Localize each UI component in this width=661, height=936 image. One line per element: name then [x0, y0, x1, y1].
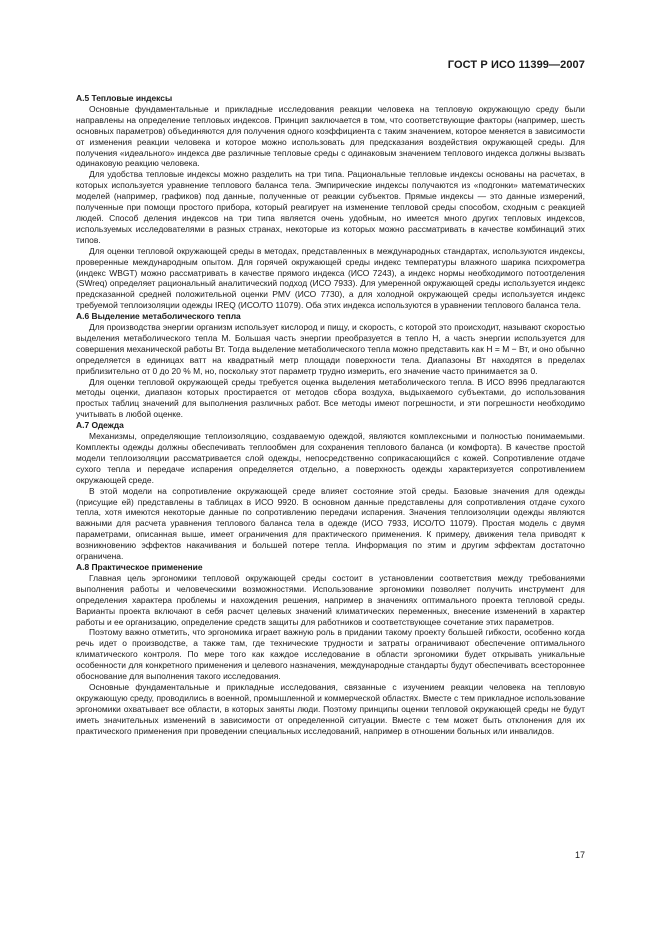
- document-body: [76, 93, 585, 736]
- section-a8-heading: A.8 Практическое применение: [76, 561, 203, 572]
- paragraph: Для удобства тепловые индексы можно разделить на три типа. Рациональные тепловые индексы основаны на расчетах, в которых используется уравнение теплового баланса тела. Эмпирические индексы получаются из «подгонки» математических моделей (например, графиков) под данные, полученные от реакции субъектов. Прямые индексы — это данные измерений, полученные при помощи простого прибора, который реагирует на изменение тепловой среды способом, сходным с реакцией людей. Способ деления индексов на три типа является очень удобным, но имеется много других тепловых индексов, используемых исследователями в разных странах, некоторые из которых можно рассматривать в качестве комбинаций этих типов.: [76, 169, 585, 245]
- paragraph: Основные фундаментальные и прикладные исследования, связанные с изучением реакции человека на тепловую окружающую среду, проводились в военной, промышленной и коммерческой областях. Вместе с тем прикладное использование эргономики охватывает все области, в которых заняты люди. Поэтому принципы оценки тепловой окружающей среды не будут иметь значительных изменений в зависимости от определенной ситуации. Вместе с тем может быть отклонения для их практического применения при проведении специальных исследований, например в отношении больных или инвалидов.: [76, 681, 585, 736]
- paragraph: Для оценки тепловой окружающей среды требуется оценка выделения метаболического тепла. В ИСО 8996 предлагаются методы оценки, диапазон которых простирается от методов сбора воздуха, выдыхаемого субъектами, до использования простых таблиц значений для выполнения различных работ. Все методы имеют погрешности, и эти погрешности необходимо учитывать в любой оценке.: [76, 376, 585, 420]
- paragraph: Для оценки тепловой окружающей среды в методах, представленных в международных стандартах, используются индексы, проверенные международным опытом. Для горячей окружающей среды индекс температуры влажного шарика психрометра (индекс WBGT) можно рассматривать в качестве прямого индекса (ИСО 7243), а индекс нормы необходимого потоотделения (SWreq) определяет рациональный аналитический подход (ИСО 7933). Для умеренной окружающей среды используется индекс предсказанной средней положительной оценки PMV (ИСО 7730), а для холодной окружающей среды используется индекс требуемой теплоизоляции одежды IREQ (ИСО/ТО 11079). Оба этих индекса используются в уравнении теплового баланса тела.: [76, 245, 585, 311]
- page-number: 17: [574, 850, 585, 860]
- section-a7-heading: A.7 Одежда: [76, 420, 124, 431]
- paragraph: Механизмы, определяющие теплоизоляцию, создаваемую одеждой, являются комплексными и полностью понимаемыми. Комплекты одежды должны обеспечивать теплообмен для сохранения теплового баланса (и комфорта). В качестве простой модели теплоизоляции рассматривается слой одежды, непосредственно соприкасающийся с кожей. Сопротивление отдаче сухого тепла и передаче испарения определяется отдельно, а поверхность одежды характеризуется сопротивлением окружающей среде.: [76, 431, 585, 485]
- section-a6-heading: A.6 Выделение метаболического тепла: [76, 311, 241, 322]
- paragraph: Поэтому важно отметить, что эргономика играет важную роль в придании такому проекту большей гибкости, особенно когда речь идет о производстве, а также там, где технические трудности и затраты ограничивают обеспечение оптимального климатического контроля. По мере того как каждое исследование в области эргономики будет открывать уникальные особенности для конкретного применения и целевого назначения, международные стандарты будут обеспечивать всестороннее обоснование для выполнения такого исследования.: [76, 627, 585, 682]
- document-header: ГОСТ Р ИСО 11399—2007: [447, 59, 585, 71]
- section-a5-heading: A.5 Тепловые индексы: [76, 93, 173, 103]
- paragraph: Для производства энергии организм использует кислород и пищу, и скорость, с которой это происходит, называют скоростью выделения метаболического тепла М. Большая часть энергии преобразуется в тепло Н, а часть энергии используется для совершения механической работы Вт. Тогда выделение метаболического тепла можно представить как Н = М − Вт, и оно обычно определяется в единицах ватт на квадратный метр площади поверхности тела. Диапазоны Вт находятся в пределах приблизительно от 0 до 20 % М, но, поскольку этот параметр трудно измерить, его значение часто принимается за 0.: [76, 322, 585, 376]
- paragraph: Главная цель эргономики тепловой окружающей среды состоит в установлении соответствия между требованиями выполнения работы и человеческими возможностями. Использование эргономики позволяет получить инструмент для определения характера проблемы и нахождения решения, например в значениях оптимального проекта тепловой среды. Варианты проекта включают в себя расчет целевых значений климатических переменных, внесение изменений в характер работы и ее организацию, определение средств защиты для работников и соответствующее сочетание этих параметров.: [76, 572, 585, 627]
- paragraph: В этой модели на сопротивление окружающей среде влияет состояние этой среды. Базовые значения для одежды (присущие ей) представлены в таблицах в ИСО 9920. В основном данные представлены для сопротивления отдаче сухого тепла, хотя имеются некоторые данные по сопротивлению передачи испарения. Значения теплоизоляции одежды являются важными для расчета уравнения теплового баланса тела в одежде (ИСО 7933, ИСО/ТО 11079). Простая модель с двумя параметрами, описанная выше, имеет ограничения для практического применения. К примеру, движения тела приводят к возникновению эффектов накачивания и большей потере тепла. Информация по этим и другим эффектам достаточно ограничена.: [76, 485, 585, 562]
- paragraph: Основные фундаментальные и прикладные исследования реакции человека на тепловую окружающую среду были направлены на определение тепловых индексов. Принцип заключается в том, что соответствующие факторы (например, шесть основных параметров) объединяются для получения одного коэффициента с таким значением, которое меняется в зависимости от изменения реакции человека и которое можно использовать для предсказания воздействия окружающей среды. Для получения «идеального» индекса две различные тепловые среды с одинаковым значением теплового индекса должны вызвать одинаковую реакцию человека.: [76, 103, 585, 169]
